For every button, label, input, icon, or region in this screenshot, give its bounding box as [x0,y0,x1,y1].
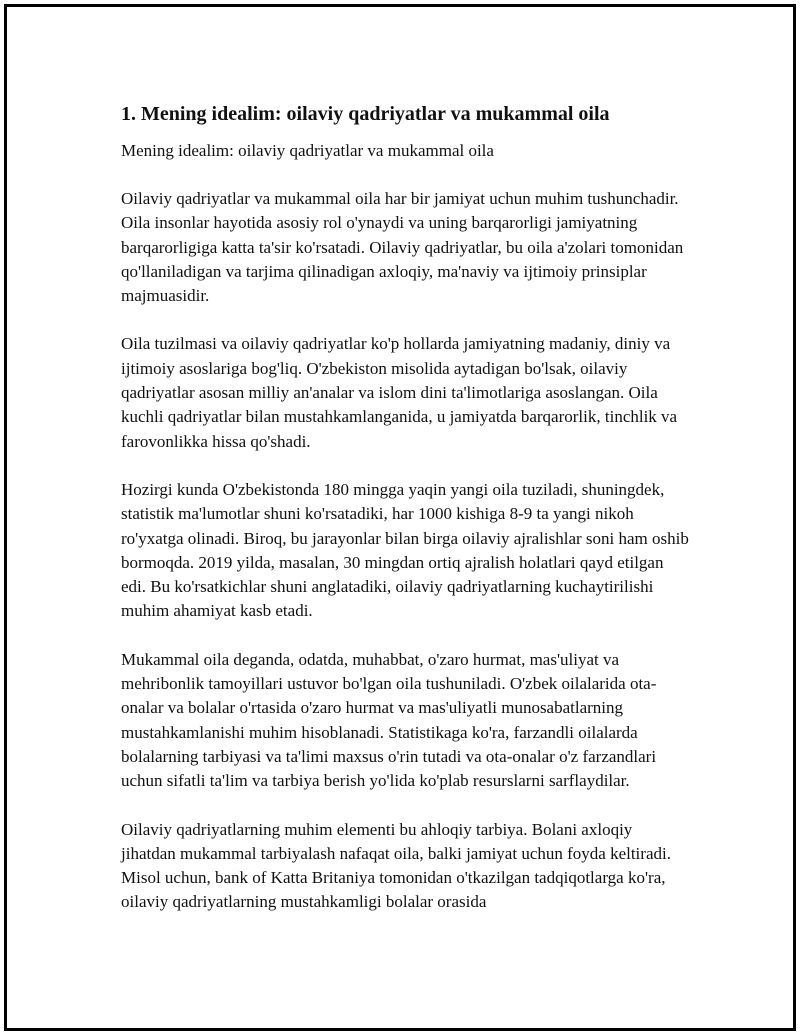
paragraph-5: Oilaviy qadriyatlarning muhim elementi bu ahloqiy tarbiya. Bolani axloqiy jihatdan mukammal tarbiyalash nafaqat oila, balki jamiyat uchun foyda keltiradi. Misol uchun, bank of Katta Britaniya tomonidan o'tkazilgan tadqiqotlarga ko'ra, oilaviy qadriyatlarning mustahkamligi bolalar orasida [121,819,671,912]
page-frame [4,4,796,1031]
subtitle: Mening idealim: oilaviy qadriyatlar va mukammal oila [121,141,494,160]
paragraph-2: Oila tuzilmasi va oilaviy qadriyatlar ko'p hollarda jamiyatning madaniy, diniy va ijtimoiy asoslariga bog'liq. O'zbekiston misolida aytadigan bo'lsak, oilaviy qadriyatlar asosan milliy an'analar va islom dini ta'limotlariga asoslangan. Oila kuchli qadriyatlar bilan mustahkamlanganida, u jamiyatda barqarorlik, tinchlik va farovonlikka hissa qo'shadi. [121,334,678,451]
paragraph-3: Hozirgi kunda O'zbekistonda 180 mingga yaqin yangi oila tuziladi, shuningdek, statistik ma'lumotlar shuni ko'rsatadiki, har 1000 kishiga 8-9 ta yangi nikoh ro'yxatga olinadi. Biroq, bu jarayonlar bilan birga oilaviy ajralishlar soni ham oshib bormoqda. 2019 yilda, masalan, 30 mingdan ortiq ajralish holatlari qayd etilgan edi. Bu ko'rsatkichlar shuni anglatadiki, oilaviy qadriyatlarning kuchaytirilishi muhim ahamiyat kasb etadi. [121,479,689,621]
page-title: 1. Mening idealim: oilaviy qadriyatlar va mukammal oila [121,103,610,125]
paragraph-4: Mukammal oila deganda, odatda, muhabbat, o'zaro hurmat, mas'uliyat va mehribonlik tamoyillari ustuvor bo'lgan oila tushuniladi. O'zbek oilalarida ota-onalar va bolalar o'rtasida o'zaro hurmat va mas'uliyatli munosabatlarning mustahkamlanishi muhim hisoblanadi. Statistikaga ko'ra, farzandli oilalarda bolalarning tarbiyasi va ta'limi maxsus o'rin tutadi va ota-onalar o'z farzandlari uchun sifatli ta'lim va tarbiya berish yo'lida ko'plab resurslarni sarflaydilar. [121,649,657,791]
document-body [121,101,691,939]
paragraph-1: Oilaviy qadriyatlar va mukammal oila har bir jamiyat uchun muhim tushunchadir. Oila insonlar hayotida asosiy rol o'ynaydi va uning barqarorligi jamiyatning barqarorligiga katta ta'sir ko'rsatadi. Oilaviy qadriyatlar, bu oila a'zolari tomonidan qo'llaniladigan va tarjima qilinadigan axloqiy, ma'naviy va ijtimoiy prinsiplar majmuasidir. [121,189,684,306]
